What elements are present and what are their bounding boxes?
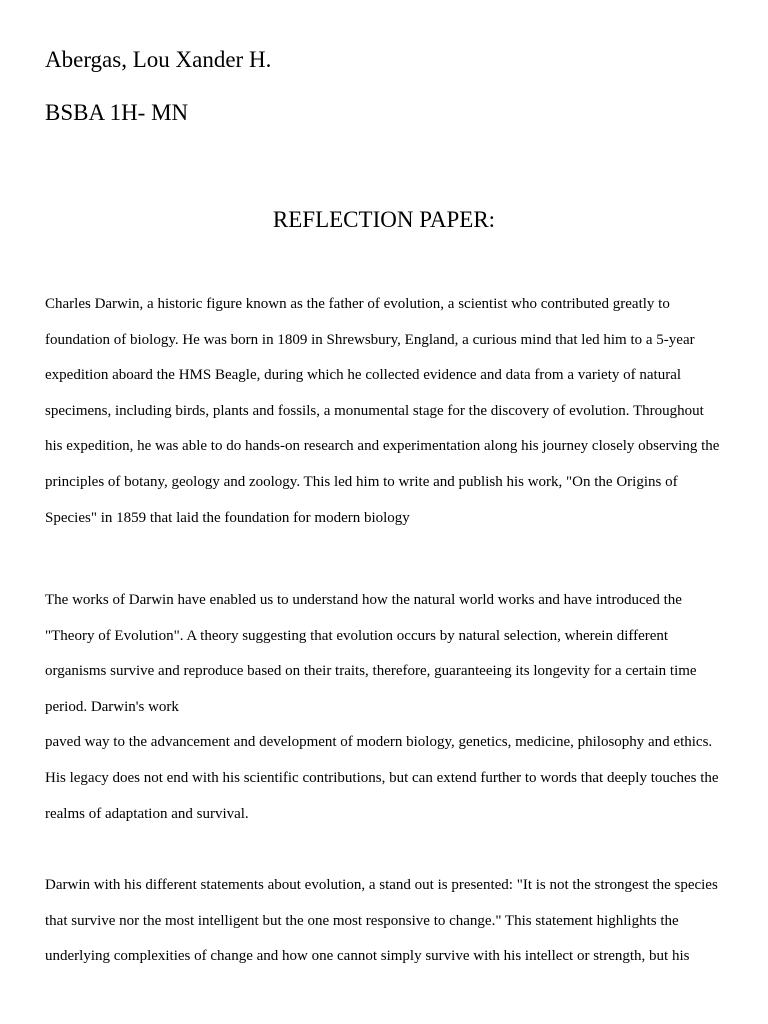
paragraph-1 [45, 287, 745, 536]
paragraph-2 [45, 583, 745, 832]
class-section: BSBA 1H- MN [45, 100, 189, 125]
paragraph-line: expedition aboard the HMS Beagle, during which he collected evidence and data from a variety of natural [45, 367, 682, 384]
page-title: REFLECTION PAPER: [272, 207, 496, 232]
paragraph-line: "Theory of Evolution". A theory suggesting that evolution occurs by natural selection, wherein different [45, 627, 669, 644]
paragraph-line: underlying complexities of change and how one cannot simply survive with his intellect or strength, but his [45, 948, 690, 965]
paragraph-line: Species" in 1859 that laid the foundation for modern biology [45, 509, 410, 526]
paragraph-line: foundation of biology. He was born in 1809 in Shrewsbury, England, a curious mind that led him to a 5-year [45, 331, 695, 348]
paragraph-line: The works of Darwin have enabled us to understand how the natural world works and have introduced the [45, 592, 682, 608]
paragraph-line: Darwin with his different statements about evolution, a stand out is presented: "It is not the strongest the species [45, 877, 718, 893]
paragraph-line: Charles Darwin, a historic figure known as the father of evolution, a scientist who contributed greatly to [45, 296, 670, 312]
paragraph-3 [45, 868, 745, 975]
paragraph-line: realms of adaptation and survival. [45, 805, 249, 822]
paragraph-line: that survive nor the most intelligent but the one most responsive to change." This statement highlights the [45, 912, 679, 929]
paragraph-line: principles of botany, geology and zoology. This led him to write and publish his work, "On the Origins of [45, 473, 678, 490]
paragraph-line: organisms survive and reproduce based on their traits, therefore, guaranteeing its longevity for a certain time [45, 663, 697, 680]
paragraph-line: His legacy does not end with his scientific contributions, but can extend further to words that deeply touches the [45, 769, 719, 786]
paragraph-line: his expedition, he was able to do hands-on research and experimentation along his journey closely observing the [45, 438, 720, 455]
paragraph-line: period. Darwin's work [45, 698, 179, 715]
paragraph-line: specimens, including birds, plants and fossils, a monumental stage for the discovery of evolution. Throughout [45, 402, 704, 419]
author-name: Abergas, Lou Xander H. [45, 47, 272, 72]
paragraph-line: paved way to the advancement and development of modern biology, genetics, medicine, philosophy and ethics. [45, 734, 713, 751]
